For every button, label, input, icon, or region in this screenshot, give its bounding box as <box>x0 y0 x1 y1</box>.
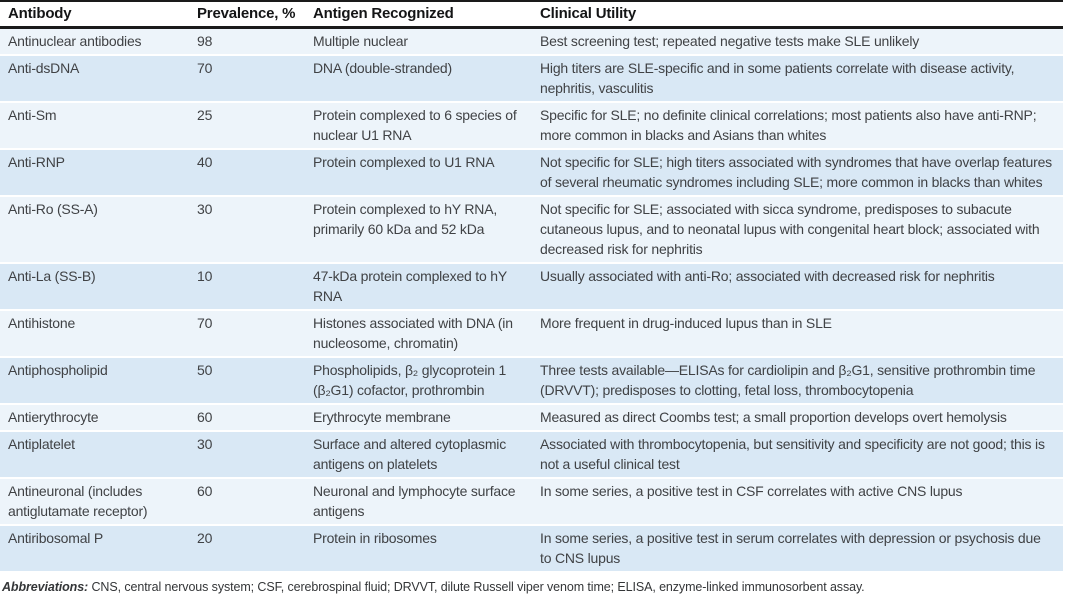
antibody-cell: Anti-La (SS-B) <box>0 263 197 310</box>
antibody-cell: Antiribosomal P <box>0 525 197 572</box>
prevalence-cell: 60 <box>197 404 313 431</box>
antibody-cell: Antierythrocyte <box>0 404 197 431</box>
utility-cell: Usually associated with anti-Ro; associated with decreased risk for nephritis <box>540 263 1063 310</box>
table-row <box>0 102 1063 149</box>
antigen-cell: Erythrocyte membrane <box>313 404 540 431</box>
antigen-cell: 47-kDa protein complexed to hY RNA <box>313 263 540 310</box>
table-row <box>0 404 1063 431</box>
prevalence-cell: 40 <box>197 149 313 196</box>
prevalence-cell: 70 <box>197 55 313 102</box>
prevalence-cell: 70 <box>197 310 313 357</box>
prevalence-cell: 25 <box>197 102 313 149</box>
table-body <box>0 28 1063 573</box>
antigen-cell: Phospholipids, β₂ glycoprotein 1 (β₂G1) cofactor, prothrombin <box>313 357 540 404</box>
utility-cell: High titers are SLE-specific and in some patients correlate with disease activity, nephritis, vasculitis <box>540 55 1063 102</box>
antibody-cell: Antiphospholipid <box>0 357 197 404</box>
table-row <box>0 55 1063 102</box>
utility-cell: Measured as direct Coombs test; a small proportion develops overt hemolysis <box>540 404 1063 431</box>
prevalence-cell: 50 <box>197 357 313 404</box>
table-row <box>0 310 1063 357</box>
antibody-cell: Antineuronal (includes antiglutamate receptor) <box>0 478 197 525</box>
col-header-antigen: Antigen Recognized <box>313 1 540 28</box>
prevalence-cell: 20 <box>197 525 313 572</box>
utility-cell: Not specific for SLE; high titers associated with syndromes that have overlap features of several rheumatic syndromes including SLE; more common in blacks than whites <box>540 149 1063 196</box>
prevalence-cell: 98 <box>197 28 313 56</box>
antigen-cell: Protein complexed to 6 species of nuclear U1 RNA <box>313 102 540 149</box>
table-row <box>0 525 1063 572</box>
utility-cell: Three tests available—ELISAs for cardiolipin and β₂G1, sensitive prothrombin time (DRVVT); predisposes to clotting, fetal loss, thrombocytopenia <box>540 357 1063 404</box>
col-header-prevalence: Prevalence, % <box>197 1 313 28</box>
antigen-cell: Histones associated with DNA (in nucleosome, chromatin) <box>313 310 540 357</box>
antibody-cell: Anti-RNP <box>0 149 197 196</box>
utility-cell: Specific for SLE; no definite clinical correlations; most patients also have anti-RNP; more common in blacks and Asians than whites <box>540 102 1063 149</box>
prevalence-cell: 60 <box>197 478 313 525</box>
abbreviations-label: Abbreviations: <box>2 580 89 594</box>
table-row <box>0 431 1063 478</box>
table-row <box>0 357 1063 404</box>
antibody-cell: Anti-dsDNA <box>0 55 197 102</box>
utility-cell: In some series, a positive test in serum correlates with depression or psychosis due to CNS lupus <box>540 525 1063 572</box>
utility-cell: Not specific for SLE; associated with sicca syndrome, predisposes to subacute cutaneous lupus, and to neonatal lupus with congenital heart block; associated with decreased risk for nephritis <box>540 196 1063 263</box>
table-row <box>0 263 1063 310</box>
table-header <box>0 1 1063 28</box>
antigen-cell: Surface and altered cytoplasmic antigens on platelets <box>313 431 540 478</box>
prevalence-cell: 30 <box>197 196 313 263</box>
antigen-cell: Protein complexed to U1 RNA <box>313 149 540 196</box>
table-row <box>0 149 1063 196</box>
antigen-cell: Neuronal and lymphocyte surface antigens <box>313 478 540 525</box>
abbreviations-text: CNS, central nervous system; CSF, cerebrospinal fluid; DRVVT, dilute Russell viper venom time; ELISA, enzyme-linked immunosorbent assay. <box>88 580 865 594</box>
prevalence-cell: 30 <box>197 431 313 478</box>
table-row <box>0 196 1063 263</box>
antibody-cell: Antihistone <box>0 310 197 357</box>
col-header-clinical-utility: Clinical Utility <box>540 1 1063 28</box>
antigen-cell: Protein in ribosomes <box>313 525 540 572</box>
utility-cell: Best screening test; repeated negative tests make SLE unlikely <box>540 28 1063 56</box>
antibody-cell: Antinuclear antibodies <box>0 28 197 56</box>
utility-cell: More frequent in drug-induced lupus than in SLE <box>540 310 1063 357</box>
antigen-cell: DNA (double-stranded) <box>313 55 540 102</box>
prevalence-cell: 10 <box>197 263 313 310</box>
antibody-cell: Anti-Ro (SS-A) <box>0 196 197 263</box>
utility-cell: Associated with thrombocytopenia, but sensitivity and specificity are not good; this is not a useful clinical test <box>540 431 1063 478</box>
table-row <box>0 478 1063 525</box>
antigen-cell: Multiple nuclear <box>313 28 540 56</box>
antibody-cell: Antiplatelet <box>0 431 197 478</box>
table-row <box>0 28 1063 56</box>
header-row <box>0 1 1063 28</box>
antibody-cell: Anti-Sm <box>0 102 197 149</box>
abbreviations-note <box>0 573 1063 599</box>
utility-cell: In some series, a positive test in CSF correlates with active CNS lupus <box>540 478 1063 525</box>
col-header-antibody: Antibody <box>0 1 197 28</box>
antigen-cell: Protein complexed to hY RNA, primarily 60 kDa and 52 kDa <box>313 196 540 263</box>
